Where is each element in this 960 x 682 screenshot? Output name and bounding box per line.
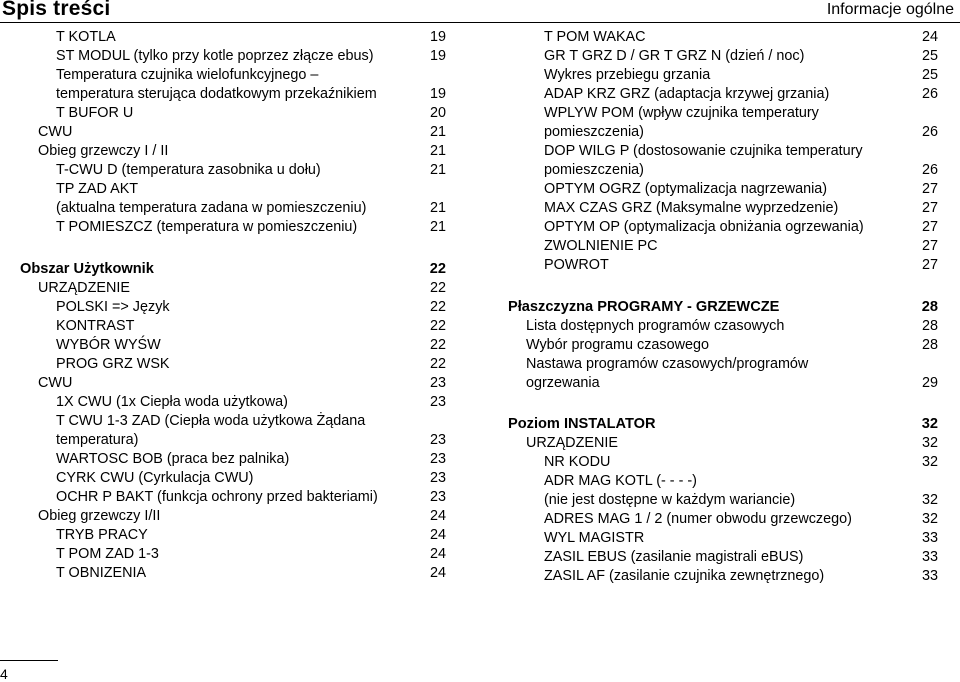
toc-entry-page: 33 bbox=[921, 530, 938, 546]
toc-entry-title: Wybór programu czasowego bbox=[526, 336, 710, 353]
toc-entry-page: 26 bbox=[921, 162, 938, 178]
toc-entry-title: TP ZAD AKT (aktualna temperatura zadana w pomieszczeniu) bbox=[56, 181, 367, 216]
footer-divider bbox=[0, 660, 58, 661]
toc-entry-title: ZASIL AF (zasilanie czujnika zewnętrznego) bbox=[544, 568, 825, 584]
toc-entry-page: 22 bbox=[429, 336, 446, 353]
toc-entry-page: 22 bbox=[429, 317, 446, 334]
toc-entry-page: 21 bbox=[429, 200, 446, 216]
toc-entry[interactable] bbox=[508, 355, 938, 393]
toc-entry-title: URZĄDZENIE bbox=[526, 435, 618, 451]
toc-entry-page: 24 bbox=[429, 526, 446, 543]
toc-entry-title: Lista dostępnych programów czasowych bbox=[526, 317, 785, 334]
toc-entry-page: 29 bbox=[921, 374, 938, 391]
toc-entry-page: 21 bbox=[429, 124, 446, 140]
toc-entry[interactable] bbox=[20, 161, 446, 180]
toc-entry[interactable] bbox=[20, 66, 446, 104]
toc-entry[interactable] bbox=[20, 279, 446, 298]
toc-entry-page: 19 bbox=[429, 29, 446, 45]
toc-spacer bbox=[508, 275, 938, 298]
toc-section-heading[interactable] bbox=[508, 415, 938, 434]
toc-entry-title: Nastawa programów czasowych/programów ogrzewania bbox=[526, 355, 809, 391]
toc-entry[interactable] bbox=[508, 434, 938, 453]
toc-entry[interactable] bbox=[20, 47, 446, 66]
toc-entry-page: 25 bbox=[921, 67, 938, 83]
toc-entry-title: Poziom INSTALATOR bbox=[508, 416, 656, 432]
toc-entry-title: ZWOLNIENIE PC bbox=[544, 238, 658, 254]
toc-entry[interactable] bbox=[508, 567, 938, 586]
toc-entry-page: 26 bbox=[921, 124, 938, 140]
toc-entry-page: 23 bbox=[429, 431, 446, 448]
toc-entry-page: 28 bbox=[921, 336, 938, 353]
toc-entry[interactable] bbox=[508, 218, 938, 237]
toc-entry-title: OPTYM OP (optymalizacja obniżania ogrzewania) bbox=[544, 219, 864, 235]
toc-entry[interactable] bbox=[508, 28, 938, 47]
toc-entry[interactable] bbox=[508, 142, 938, 180]
toc-entry[interactable] bbox=[508, 85, 938, 104]
toc-entry[interactable] bbox=[20, 564, 446, 583]
toc-entry-title: WYL MAGISTR bbox=[544, 530, 645, 546]
toc-entry[interactable] bbox=[20, 180, 446, 218]
toc-entry-page: 23 bbox=[429, 450, 446, 467]
toc-entry-title: ZASIL EBUS (zasilanie magistrali eBUS) bbox=[544, 549, 804, 565]
toc-entry-title: TRYB PRACY bbox=[56, 526, 148, 543]
toc-entry-title: PROG GRZ WSK bbox=[56, 355, 170, 372]
toc-entry-page: 24 bbox=[921, 29, 938, 45]
toc-entry-title: WYBÓR WYŚW bbox=[56, 336, 161, 353]
toc-entry[interactable] bbox=[20, 374, 446, 393]
toc-entry-title: WARTOSC BOB (praca bez palnika) bbox=[56, 450, 290, 467]
toc-entry-page: 32 bbox=[921, 511, 938, 527]
section-title: Informacje ogólne bbox=[826, 1, 954, 18]
toc-entry-page: 27 bbox=[921, 257, 938, 273]
toc-entry[interactable] bbox=[20, 218, 446, 237]
toc-entry[interactable] bbox=[508, 104, 938, 142]
toc-entry-title: GR T GRZ D / GR T GRZ N (dzień / noc) bbox=[544, 48, 805, 64]
toc-entry[interactable] bbox=[20, 317, 446, 336]
toc-entry-page: 22 bbox=[429, 279, 446, 296]
toc-entry-title: KONTRAST bbox=[56, 317, 135, 334]
toc-entry-page: 22 bbox=[429, 260, 446, 277]
toc-entry[interactable] bbox=[20, 469, 446, 488]
toc-entry[interactable] bbox=[508, 317, 938, 336]
toc-entry-page: 21 bbox=[429, 219, 446, 235]
toc-entry[interactable] bbox=[508, 199, 938, 218]
toc-entry[interactable] bbox=[20, 298, 446, 317]
toc-entry-title: Temperatura czujnika wielofunkcyjnego – temperatura sterująca dodatkowym przekaźnikiem bbox=[56, 67, 377, 102]
toc-entry-page: 22 bbox=[429, 298, 446, 315]
toc-entry-title: OCHR P BAKT (funkcja ochrony przed bakteriami) bbox=[56, 488, 378, 505]
toc-entry-page: 32 bbox=[921, 454, 938, 470]
toc-entry-page: 23 bbox=[429, 374, 446, 391]
toc-entry-page: 27 bbox=[921, 238, 938, 254]
toc-spacer bbox=[20, 237, 446, 260]
toc-entry[interactable] bbox=[20, 142, 446, 161]
toc-entry-page: 23 bbox=[429, 488, 446, 505]
toc-entry[interactable] bbox=[508, 529, 938, 548]
toc-entry-title: POWROT bbox=[544, 257, 609, 273]
toc-entry-title: URZĄDZENIE bbox=[38, 279, 130, 296]
toc-entry-title: T KOTLA bbox=[56, 29, 116, 45]
toc-entry-title: DOP WILG P (dostosowanie czujnika temperatury pomieszczenia) bbox=[544, 143, 863, 178]
toc-entry-page: 19 bbox=[429, 48, 446, 64]
toc-entry-title: WPLYW POM (wpływ czujnika temperatury pomieszczenia) bbox=[544, 105, 819, 140]
toc-entry-title: OPTYM OGRZ (optymalizacja nagrzewania) bbox=[544, 181, 828, 197]
toc-entry-page: 33 bbox=[921, 549, 938, 565]
toc-entry-title: T OBNIZENIA bbox=[56, 564, 147, 581]
toc-entry[interactable] bbox=[508, 256, 938, 275]
toc-entry[interactable] bbox=[508, 47, 938, 66]
toc-entry-page: 33 bbox=[921, 568, 938, 584]
toc-entry-page: 24 bbox=[429, 564, 446, 581]
toc-entry-page: 21 bbox=[429, 143, 446, 159]
toc-entry-title: POLSKI => Język bbox=[56, 298, 170, 315]
toc-right-column bbox=[508, 28, 938, 586]
toc-entry-page: 20 bbox=[429, 105, 446, 121]
toc-entry-title: MAX CZAS GRZ (Maksymalne wyprzedzenie) bbox=[544, 200, 839, 216]
toc-entry-title: Wykres przebiegu grzania bbox=[544, 67, 711, 83]
toc-entry-page: 24 bbox=[429, 545, 446, 562]
toc-entry-title: T POMIESZCZ (temperatura w pomieszczeniu) bbox=[56, 219, 358, 235]
toc-entry[interactable] bbox=[20, 488, 446, 507]
toc-entry[interactable] bbox=[508, 453, 938, 472]
header-divider bbox=[0, 22, 960, 23]
toc-entry-title: T CWU 1-3 ZAD (Ciepła woda użytkowa Żądana temperatura) bbox=[56, 412, 366, 448]
toc-entry[interactable] bbox=[20, 507, 446, 526]
toc-entry-title: NR KODU bbox=[544, 454, 611, 470]
toc-entry-title: T BUFOR U bbox=[56, 105, 134, 121]
toc-entry[interactable] bbox=[20, 104, 446, 123]
toc-entry[interactable] bbox=[20, 28, 446, 47]
toc-entry-page: 27 bbox=[921, 181, 938, 197]
toc-entry-page: 21 bbox=[429, 162, 446, 178]
toc-entry-page: 32 bbox=[921, 492, 938, 508]
toc-entry-title: Obszar Użytkownik bbox=[20, 260, 154, 277]
toc-entry[interactable] bbox=[508, 548, 938, 567]
toc-left-column bbox=[20, 28, 446, 583]
toc-section-heading[interactable] bbox=[508, 298, 938, 317]
toc-entry-title: ADRES MAG 1 / 2 (numer obwodu grzewczego) bbox=[544, 511, 852, 527]
toc-entry[interactable] bbox=[508, 510, 938, 529]
toc-entry-page: 19 bbox=[429, 86, 446, 102]
toc-entry[interactable] bbox=[20, 336, 446, 355]
page-title: Spis treści bbox=[2, 0, 111, 20]
toc-entry[interactable] bbox=[20, 450, 446, 469]
toc-entry[interactable] bbox=[20, 545, 446, 564]
toc-entry-title: ADAP KRZ GRZ (adaptacja krzywej grzania) bbox=[544, 86, 830, 102]
toc-entry-page: 23 bbox=[429, 469, 446, 486]
toc-entry-page: 28 bbox=[921, 298, 938, 315]
toc-entry[interactable] bbox=[508, 66, 938, 85]
toc-entry[interactable] bbox=[508, 336, 938, 355]
toc-entry-title: T POM ZAD 1-3 bbox=[56, 545, 159, 562]
toc-entry-title: Płaszczyzna PROGRAMY - GRZEWCZE bbox=[508, 298, 780, 315]
toc-entry[interactable] bbox=[508, 180, 938, 199]
toc-entry-title: ADR MAG KOTL (- - - -) (nie jest dostępne w każdym wariancie) bbox=[544, 473, 796, 508]
toc-entry-title: 1X CWU (1x Ciepła woda użytkowa) bbox=[56, 393, 288, 410]
toc-entry-page: 25 bbox=[921, 48, 938, 64]
toc-entry-page: 28 bbox=[921, 317, 938, 334]
toc-spacer bbox=[508, 393, 938, 416]
toc-entry-title: CWU bbox=[38, 124, 73, 140]
toc-entry[interactable] bbox=[20, 526, 446, 545]
toc-entry-page: 32 bbox=[921, 435, 938, 451]
toc-entry-page: 24 bbox=[429, 507, 446, 524]
toc-entry-title: ST MODUL (tylko przy kotle poprzez złącze ebus) bbox=[56, 48, 374, 64]
toc-entry[interactable] bbox=[20, 393, 446, 412]
toc-entry-page: 22 bbox=[429, 355, 446, 372]
toc-entry[interactable] bbox=[508, 237, 938, 256]
toc-entry-page: 27 bbox=[921, 219, 938, 235]
toc-entry-title: T POM WAKAC bbox=[544, 29, 646, 45]
toc-entry-title: Obieg grzewczy I / II bbox=[38, 143, 169, 159]
toc-section-heading[interactable] bbox=[20, 260, 446, 279]
toc-entry-page: 32 bbox=[921, 416, 938, 432]
toc-entry-title: CWU bbox=[38, 374, 73, 391]
page-number: 4 bbox=[0, 666, 8, 682]
toc-entry[interactable] bbox=[20, 123, 446, 142]
toc-entry[interactable] bbox=[508, 472, 938, 510]
toc-entry[interactable] bbox=[20, 355, 446, 374]
toc-entry-title: T-CWU D (temperatura zasobnika u dołu) bbox=[56, 162, 321, 178]
toc-entry[interactable] bbox=[20, 412, 446, 450]
toc-entry-title: CYRK CWU (Cyrkulacja CWU) bbox=[56, 469, 254, 486]
toc-entry-page: 23 bbox=[429, 393, 446, 410]
toc-entry-title: Obieg grzewczy I/II bbox=[38, 507, 161, 524]
toc-entry-page: 27 bbox=[921, 200, 938, 216]
toc-entry-page: 26 bbox=[921, 86, 938, 102]
